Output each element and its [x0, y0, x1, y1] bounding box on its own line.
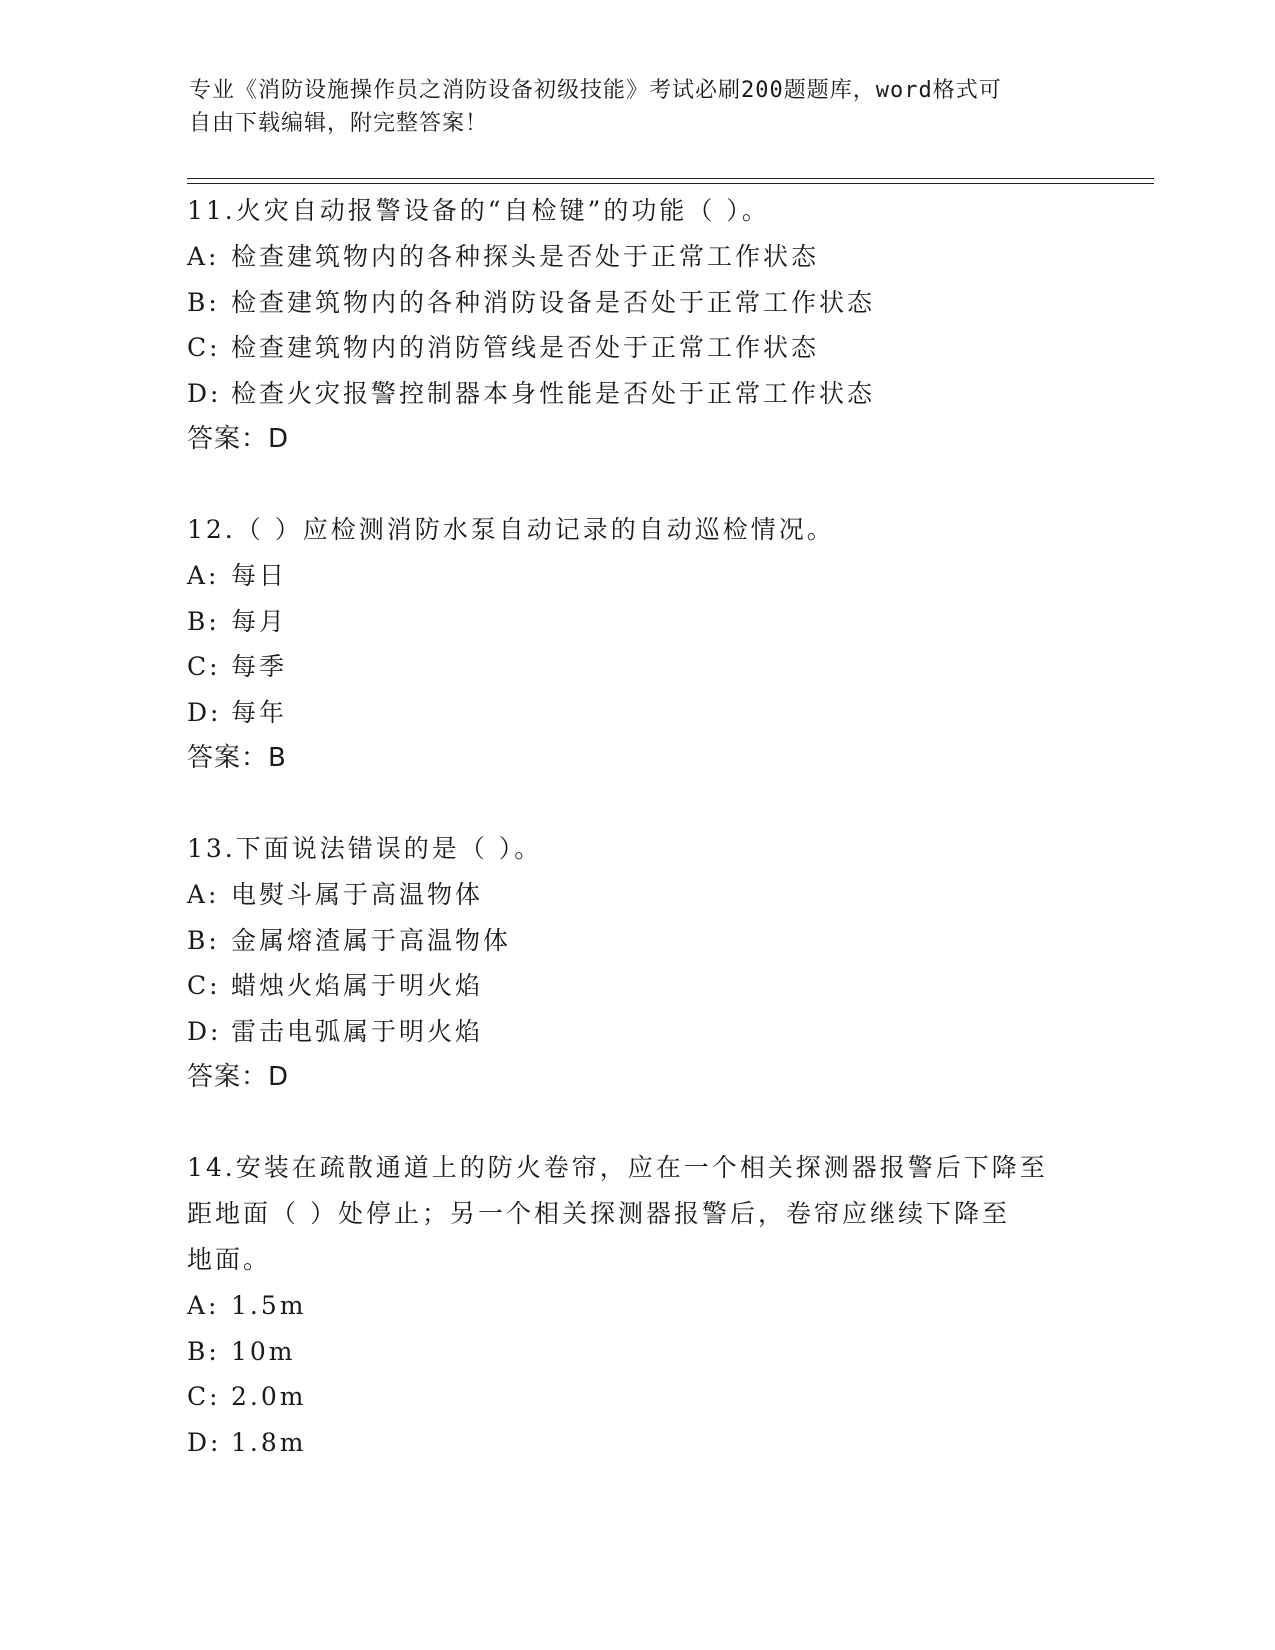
- option-letter: B:: [187, 606, 220, 636]
- option-b: [187, 599, 1087, 645]
- question-11: [187, 188, 1087, 462]
- option-text: 检查建筑物内的各种消防设备是否处于正常工作状态: [231, 287, 876, 317]
- option-d: [187, 1420, 1087, 1466]
- option-letter: B:: [187, 1336, 220, 1366]
- option-d: [187, 690, 1087, 736]
- answer-line: 答案：D: [187, 1062, 290, 1093]
- option-c: [187, 325, 1087, 371]
- option-text: 10m: [231, 1336, 296, 1366]
- option-text: 电熨斗属于高温物体: [231, 880, 484, 909]
- option-text: 每季: [231, 652, 288, 682]
- option-a: [187, 234, 1087, 280]
- question-stem-line-1: 14.安装在疏散通道上的防火卷帘，应在一个相关探测器报警后下降至: [187, 1153, 1048, 1182]
- option-text: 2.0m: [231, 1382, 307, 1412]
- option-b: [187, 280, 1087, 326]
- option-letter: D:: [187, 697, 222, 727]
- option-letter: C:: [187, 652, 221, 682]
- option-letter: B:: [187, 925, 220, 955]
- option-letter: A:: [187, 880, 220, 909]
- option-a: [187, 1283, 1087, 1329]
- question-stem: 13.下面说法错误的是（ ）。: [187, 834, 543, 863]
- question-stem-line-2: 距地面（ ）处停止；另一个相关探测器报警后，卷帘应继续下降至: [187, 1199, 1010, 1228]
- option-letter: A:: [187, 242, 220, 271]
- header-divider-top: [187, 178, 1154, 179]
- question-stem-line-3: 地面。: [187, 1245, 272, 1274]
- option-b: [187, 1329, 1087, 1375]
- option-letter: A:: [187, 1291, 220, 1320]
- option-letter: D:: [187, 1427, 222, 1457]
- option-letter: D:: [187, 1016, 222, 1046]
- option-text: 检查建筑物内的各种探头是否处于正常工作状态: [231, 242, 820, 271]
- question-14: [187, 1145, 1087, 1465]
- header-line-1: 专业《消防设施操作员之消防设备初级技能》考试必刷200题题库，word格式可: [189, 78, 1002, 103]
- option-text: 检查建筑物内的消防管线是否处于正常工作状态: [231, 333, 820, 363]
- option-text: 雷击电弧属于明火焰: [231, 1016, 484, 1046]
- option-letter: B:: [187, 287, 220, 317]
- option-a: [187, 553, 1087, 599]
- option-text: 每月: [231, 606, 288, 636]
- option-text: 检查火灾报警控制器本身性能是否处于正常工作状态: [231, 378, 876, 408]
- option-letter: C:: [187, 971, 221, 1001]
- question-stem: 12.（ ）应检测消防水泵自动记录的自动巡检情况。: [187, 515, 835, 544]
- option-c: [187, 963, 1087, 1009]
- option-letter: D:: [187, 378, 222, 408]
- option-d: [187, 1009, 1087, 1055]
- option-text: 每年: [231, 697, 288, 727]
- header-divider-bottom: [187, 183, 1154, 184]
- answer-line: 答案：D: [187, 424, 290, 455]
- question-stem: 11.火灾自动报警设备的“自检键”的功能（ ）。: [187, 196, 770, 225]
- option-letter: A:: [187, 561, 220, 590]
- option-c: [187, 1374, 1087, 1420]
- header-line-2: 自由下载编辑，附完整答案！: [189, 111, 489, 136]
- option-text: 金属熔渣属于高温物体: [231, 925, 512, 955]
- option-c: [187, 644, 1087, 690]
- option-text: 蜡烛火焰属于明火焰: [231, 971, 484, 1001]
- question-12: [187, 507, 1087, 781]
- option-text: 1.8m: [231, 1427, 307, 1457]
- option-letter: C:: [187, 333, 221, 363]
- option-d: [187, 371, 1087, 417]
- document-header: [189, 74, 1069, 140]
- option-a: [187, 872, 1087, 918]
- option-b: [187, 918, 1087, 964]
- option-text: 1.5m: [231, 1291, 307, 1320]
- answer-line: 答案：B: [187, 743, 287, 774]
- option-text: 每日: [231, 561, 288, 590]
- question-13: [187, 826, 1087, 1100]
- option-letter: C:: [187, 1382, 221, 1412]
